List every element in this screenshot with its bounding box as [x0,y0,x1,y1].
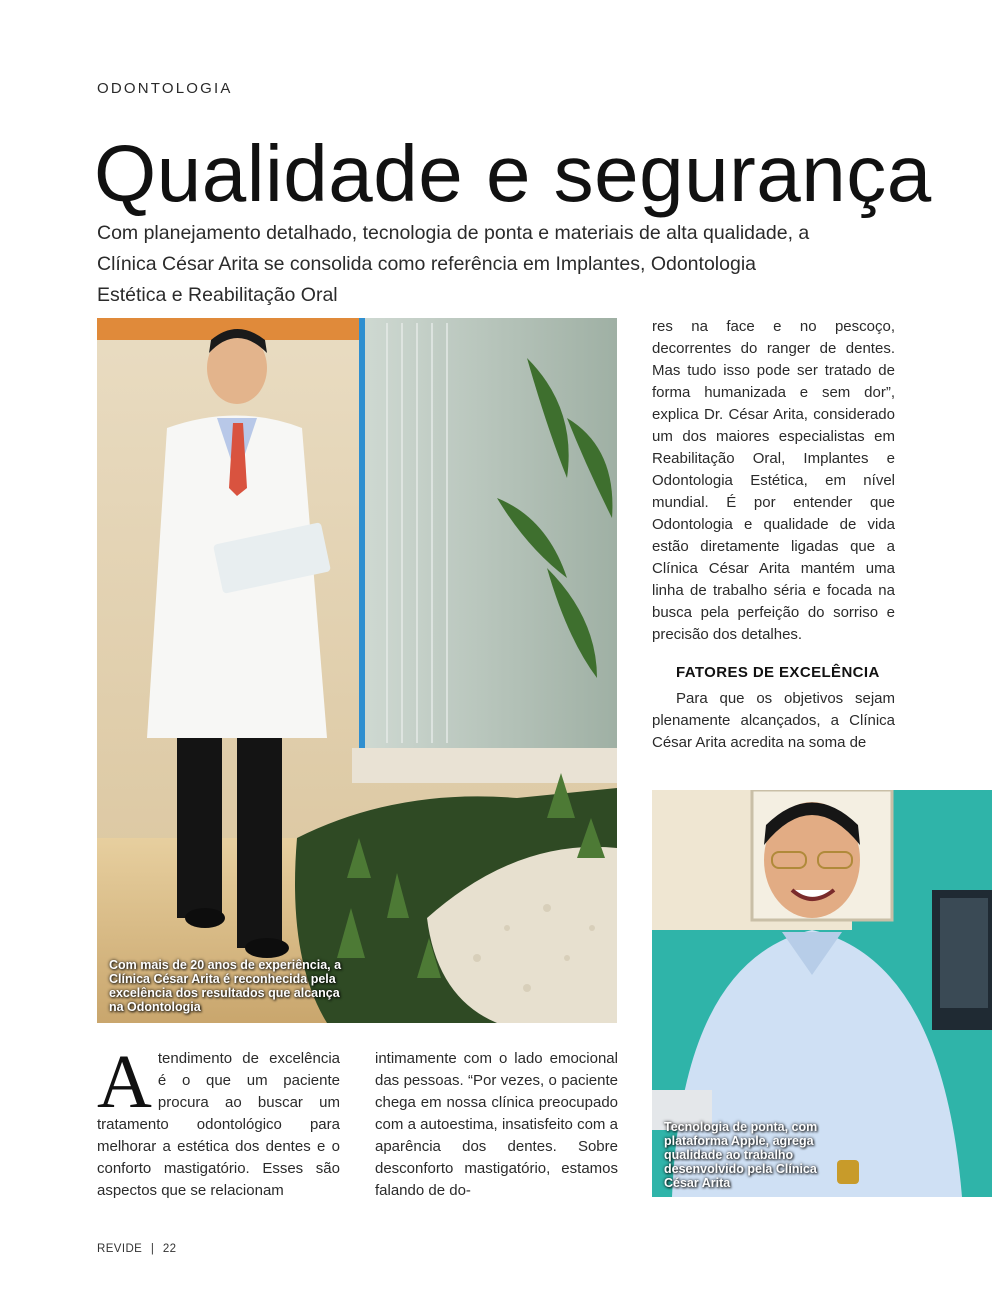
column-1-text: tendimento de excelência é o que um paciente procura ao buscar um tratamento odontológico para melhorar a estética dos dentes e o conforto mastigatório. Esses são aspectos que se relacionam [97,1050,340,1199]
page-footer [97,1243,176,1255]
page-number: 22 [162,1243,177,1255]
article-column-1 [97,1048,340,1204]
section-label: ODONTOLOGIA [97,80,233,97]
photo-doctor-corridor-caption: Com mais de 20 anos de experiência, a Clínica César Arita é reconhecida pela excelência dos resultados que alcança na Odontologia [109,958,342,1014]
column-3-text-continued: Para que os objetivos sejam plenamente alcançados, a Clínica César Arita acredita na soma de [652,690,895,751]
section-heading-excellence: FATORES DE EXCELÊNCIA [676,664,880,681]
photo-doctor-corridor [97,318,617,1023]
publication-name: REVIDE [97,1243,143,1255]
column-2-text: intimamente com o lado emocional das pessoas. “Por vezes, o paciente chega em nossa clínica preocupado com a autoestima, insatisfeito com a aparência dos dentes. Sobre desconforto mastigatório, estamos falando de do- [375,1050,618,1199]
article-column-3 [652,316,895,766]
article-subtitle: Com planejamento detalhado, tecnologia de ponta e materiais de alta qualidade, a Clínica César Arita se consolida como referência em Implantes, Odontologia Estética e Reabilitação Oral [97,222,810,306]
footer-separator: | [150,1243,155,1255]
photo-doctor-desk [652,790,992,1197]
column-3-text: res na face e no pescoço, decorrentes do ranger de dentes. Mas tudo isso pode ser tratado de forma humanizada e sem dor”, explica Dr. César Arita, considerado um dos maiores especialistas em Reabilitação Oral, Implantes e Odontologia Estética, em nível mundial. É por entender que Odontologia e qualidade de vida estão diretamente ligadas que a Clínica César Arita mantém uma linha de trabalho séria e focada na busca pela perfeição do sorriso e precisão dos detalhes. [652,318,895,643]
article-column-2 [375,1048,618,1204]
drop-cap: A [97,1048,152,1124]
article-title: Qualidade e segurança [94,129,932,218]
photo-doctor-corridor-image [97,318,617,1023]
photo-doctor-desk-caption: Tecnologia de ponta, com plataforma Apple, agrega qualidade ao trabalho desenvolvido pela Clínica César Arita [664,1120,818,1190]
